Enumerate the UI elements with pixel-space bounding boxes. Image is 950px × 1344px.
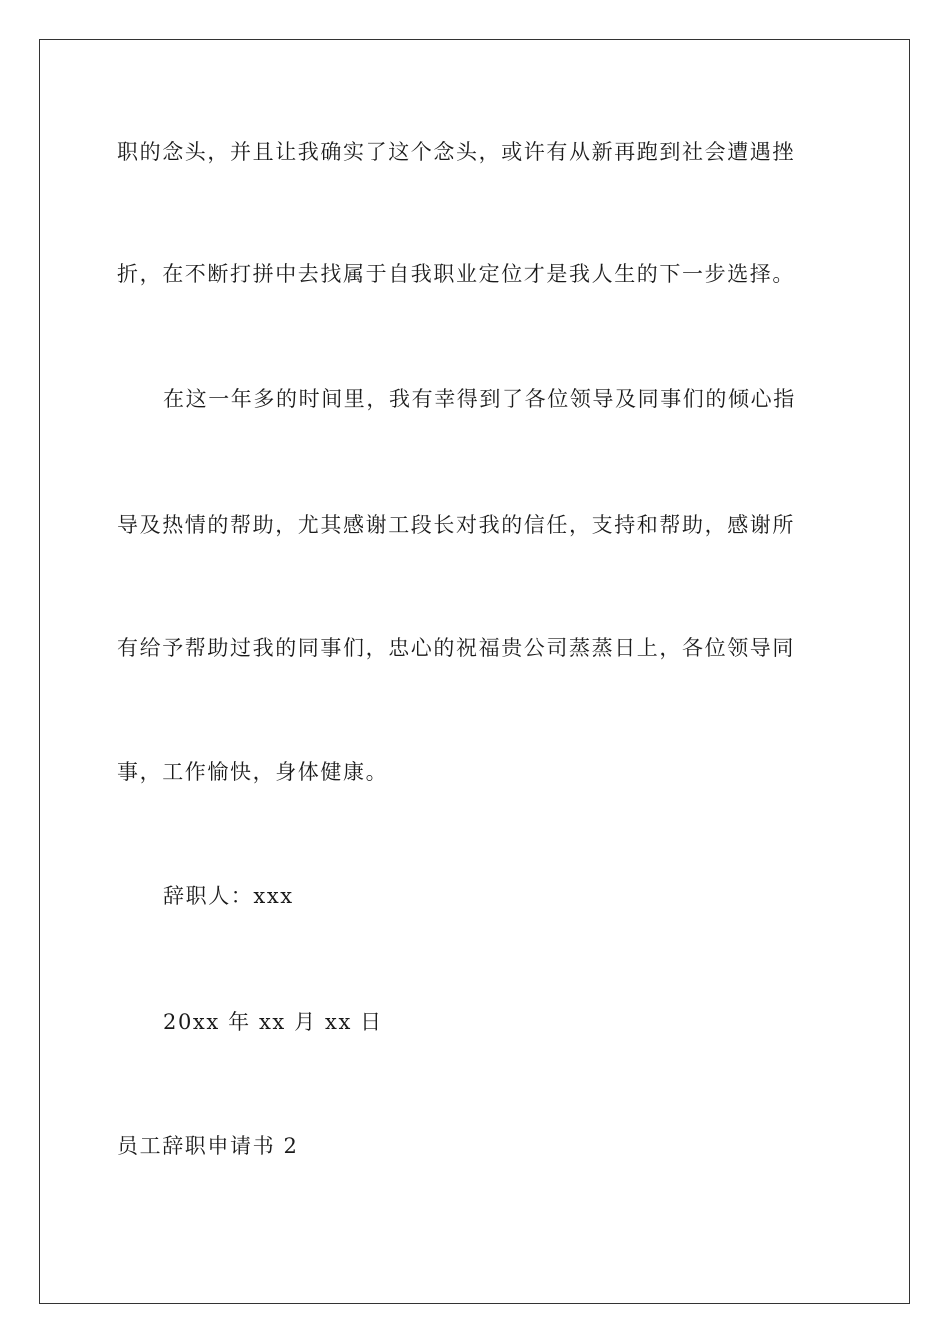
page-border xyxy=(39,39,910,1304)
paragraph-start-line: 在这一年多的时间里，我有幸得到了各位领导及同事们的倾心指 xyxy=(163,387,796,411)
body-text-line: 有给予帮助过我的同事们，忠心的祝福贵公司蒸蒸日上，各位领导同 xyxy=(117,636,795,660)
date-line: 20xx 年 xx 月 xx 日 xyxy=(163,1010,383,1034)
body-text-line: 事，工作愉快，身体健康。 xyxy=(117,760,389,784)
body-text-line: 折，在不断打拼中去找属于自我职业定位才是我人生的下一步选择。 xyxy=(117,262,795,286)
signature-line: 辞职人：xxx xyxy=(163,884,294,908)
section-title: 员工辞职申请书 2 xyxy=(117,1134,299,1158)
body-text-line: 导及热情的帮助，尤其感谢工段长对我的信任，支持和帮助，感谢所 xyxy=(117,513,795,537)
body-text-line: 职的念头，并且让我确实了这个念头，或许有从新再跑到社会遭遇挫 xyxy=(117,140,795,164)
